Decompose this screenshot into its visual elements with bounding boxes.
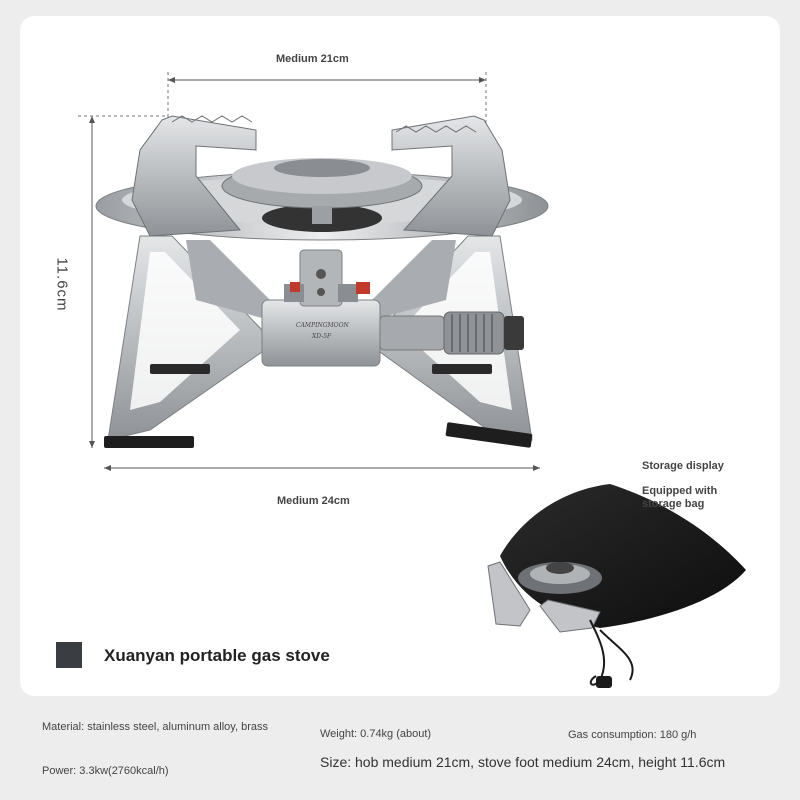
stove-body xyxy=(96,116,548,448)
spec-weight: Weight: 0.74kg (about) xyxy=(320,728,432,740)
title-swatch xyxy=(56,642,82,668)
spec-gas: Gas consumption: 180 g/h xyxy=(568,729,697,741)
storage-display-title: Storage display xyxy=(642,460,724,472)
storage-bag-note: Equipped with storage bag xyxy=(642,485,718,510)
hob-dimension-label: Medium 21cm xyxy=(276,53,349,65)
spec-material: Material: stainless steel, aluminum alloy, brass xyxy=(42,721,268,733)
foot-dimension-line xyxy=(104,465,540,471)
stove-model-label: XD-5F xyxy=(312,333,332,340)
height-dimension-label: 11.6cm xyxy=(53,257,71,312)
stove-brand-label: CAMPINGMOON xyxy=(296,322,349,329)
storage-bag-image xyxy=(488,484,746,688)
spec-size: Size: hob medium 21cm, stove foot medium 24cm, height 11.6cm xyxy=(320,754,726,770)
product-title: Xuanyan portable gas stove xyxy=(104,646,330,665)
spec-power: Power: 3.3kw(2760kcal/h) xyxy=(42,765,169,777)
foot-dimension-label: Medium 24cm xyxy=(277,495,350,507)
